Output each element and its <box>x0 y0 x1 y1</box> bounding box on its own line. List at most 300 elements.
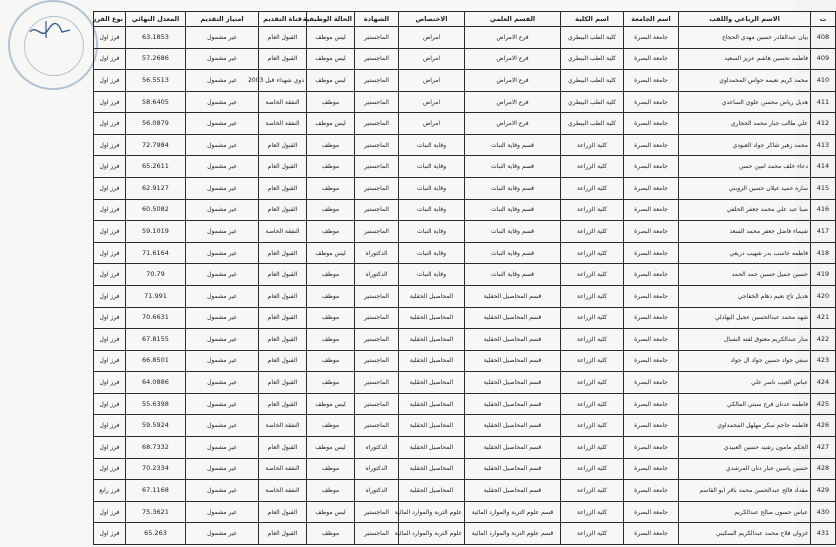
cell-sort-type: فرز اول <box>94 199 126 221</box>
cell-channel: القبول العام <box>259 285 307 307</box>
cell-department: فرع الامراض <box>465 27 561 49</box>
table-row <box>94 48 836 70</box>
cell-department: قسم وقاية النبات <box>465 242 561 264</box>
table-row <box>94 436 836 458</box>
cell-department: قسم المحاصيل الحقلية <box>465 480 561 502</box>
cell-specialization: المحاصيل الحقلية <box>399 307 465 329</box>
cell-seq: 416 <box>811 199 836 221</box>
header-name: الاسم الرباعي واللقب <box>679 12 811 27</box>
cell-channel: القبول العام <box>259 501 307 523</box>
cell-department: قسم المحاصيل الحقلية <box>465 307 561 329</box>
cell-channel: النفقة الخاصة <box>259 480 307 502</box>
cell-privilege: غير مشمول <box>186 372 259 394</box>
cell-college: كلية الزراعة <box>561 199 624 221</box>
cell-department: قسم علوم التربة والموارد المائية <box>465 523 561 545</box>
cell-specialization: امراض <box>399 113 465 135</box>
cell-privilege: غير مشمول <box>186 27 259 49</box>
cell-department: قسم وقاية النبات <box>465 199 561 221</box>
cell-sort-type: فرز اول <box>94 27 126 49</box>
admissions-table <box>93 11 836 545</box>
cell-department: قسم وقاية النبات <box>465 221 561 243</box>
header-final-average: المعدل النهائي <box>126 12 186 27</box>
cell-job-status: ليس موظف <box>307 113 355 135</box>
cell-final-average: 72.7984 <box>126 134 186 156</box>
cell-specialization: المحاصيل الحقلية <box>399 329 465 351</box>
cell-sort-type: فرز اول <box>94 523 126 545</box>
cell-department: فرع الامراض <box>465 113 561 135</box>
cell-specialization: وقاية النبات <box>399 156 465 178</box>
cell-university: جامعة البصرة <box>624 329 679 351</box>
cell-seq: 415 <box>811 178 836 200</box>
cell-sort-type: فرز اول <box>94 285 126 307</box>
header-job-status: الحالة الوظيفية <box>307 12 355 27</box>
cell-channel: القبول العام <box>259 307 307 329</box>
cell-seq: 423 <box>811 350 836 372</box>
cell-degree: الدكتوراه <box>355 436 399 458</box>
cell-privilege: غير مشمول <box>186 350 259 372</box>
cell-name: شهد محمد عبدالحسين عجيل البهادلي <box>679 307 811 329</box>
cell-job-status: موظف <box>307 307 355 329</box>
cell-college: كلية الزراعة <box>561 134 624 156</box>
cell-degree: الدكتوراه <box>355 242 399 264</box>
cell-college: كلية الطب البيطري <box>561 48 624 70</box>
cell-college: كلية الزراعة <box>561 393 624 415</box>
cell-final-average: 67.8155 <box>126 329 186 351</box>
cell-college: كلية الطب البيطري <box>561 70 624 92</box>
cell-college: كلية الزراعة <box>561 458 624 480</box>
table-row <box>94 523 836 545</box>
header-privilege: امتياز التقديم <box>186 12 259 27</box>
cell-name: حسين ياسين جبار دنان المرشدي <box>679 458 811 480</box>
cell-degree: الماجستير <box>355 156 399 178</box>
table-row <box>94 113 836 135</box>
cell-degree: الماجستير <box>355 372 399 394</box>
cell-department: فرع الامراض <box>465 70 561 92</box>
cell-privilege: غير مشمول <box>186 113 259 135</box>
cell-sort-type: فرز رابع <box>94 480 126 502</box>
cell-job-status: موظف <box>307 221 355 243</box>
cell-university: جامعة البصرة <box>624 372 679 394</box>
cell-seq: 412 <box>811 113 836 135</box>
cell-department: قسم المحاصيل الحقلية <box>465 415 561 437</box>
cell-specialization: علوم التربة والموارد المائية <box>399 523 465 545</box>
cell-university: جامعة البصرة <box>624 48 679 70</box>
cell-final-average: 58.6405 <box>126 91 186 113</box>
cell-department: قسم المحاصيل الحقلية <box>465 350 561 372</box>
cell-specialization: المحاصيل الحقلية <box>399 415 465 437</box>
cell-degree: الماجستير <box>355 329 399 351</box>
cell-final-average: 56.0879 <box>126 113 186 135</box>
cell-privilege: غير مشمول <box>186 199 259 221</box>
cell-seq: 421 <box>811 307 836 329</box>
table-body <box>94 27 836 545</box>
cell-specialization: المحاصيل الحقلية <box>399 393 465 415</box>
cell-job-status: ليس موظف <box>307 393 355 415</box>
cell-university: جامعة البصرة <box>624 134 679 156</box>
cell-name: دعاء خلف محمد امين حسن <box>679 156 811 178</box>
cell-privilege: غير مشمول <box>186 156 259 178</box>
cell-channel: القبول العام <box>259 134 307 156</box>
cell-channel: القبول العام <box>259 523 307 545</box>
table-row <box>94 285 836 307</box>
cell-college: كلية الزراعة <box>561 221 624 243</box>
table-row <box>94 307 836 329</box>
cell-final-average: 71.991 <box>126 285 186 307</box>
cell-sort-type: فرز اول <box>94 436 126 458</box>
cell-university: جامعة البصرة <box>624 501 679 523</box>
table-row <box>94 156 836 178</box>
cell-privilege: غير مشمول <box>186 436 259 458</box>
cell-name: سفي جواد حسين جواد ال جواد <box>679 350 811 372</box>
cell-degree: الماجستير <box>355 199 399 221</box>
cell-job-status: موظف <box>307 372 355 394</box>
cell-privilege: غير مشمول <box>186 458 259 480</box>
table-row <box>94 70 836 92</box>
table-row <box>94 372 836 394</box>
cell-job-status: موظف <box>307 285 355 307</box>
cell-sort-type: فرز اول <box>94 415 126 437</box>
cell-degree: الماجستير <box>355 91 399 113</box>
header-university: اسم الجامعة <box>624 12 679 27</box>
cell-seq: 420 <box>811 285 836 307</box>
cell-channel: النفقة الخاصة <box>259 415 307 437</box>
table-row <box>94 329 836 351</box>
cell-channel: القبول العام <box>259 350 307 372</box>
cell-final-average: 56.5513 <box>126 70 186 92</box>
cell-department: فرع الامراض <box>465 91 561 113</box>
cell-job-status: موظف <box>307 523 355 545</box>
cell-college: كلية الطب البيطري <box>561 113 624 135</box>
cell-seq: 409 <box>811 48 836 70</box>
cell-privilege: غير مشمول <box>186 285 259 307</box>
cell-college: كلية الزراعة <box>561 372 624 394</box>
header-department: القسم العلمي <box>465 12 561 27</box>
cell-sort-type: فرز اول <box>94 242 126 264</box>
cell-college: كلية الزراعة <box>561 501 624 523</box>
cell-job-status: موظف <box>307 264 355 286</box>
cell-seq: 419 <box>811 264 836 286</box>
cell-university: جامعة البصرة <box>624 27 679 49</box>
cell-name: هديل رياض محسن علوي الساعدي <box>679 91 811 113</box>
cell-channel: القبول العام <box>259 178 307 200</box>
cell-sort-type: فرز اول <box>94 221 126 243</box>
cell-specialization: المحاصيل الحقلية <box>399 372 465 394</box>
cell-final-average: 59.5924 <box>126 415 186 437</box>
cell-privilege: غير مشمول <box>186 242 259 264</box>
cell-privilege: غير مشمول <box>186 48 259 70</box>
cell-channel: القبول العام <box>259 436 307 458</box>
cell-specialization: وقاية النبات <box>399 178 465 200</box>
cell-seq: 410 <box>811 70 836 92</box>
cell-college: كلية الزراعة <box>561 329 624 351</box>
cell-college: كلية الطب البيطري <box>561 91 624 113</box>
cell-final-average: 60.5082 <box>126 199 186 221</box>
cell-department: قسم المحاصيل الحقلية <box>465 372 561 394</box>
table-row <box>94 199 836 221</box>
cell-degree: الماجستير <box>355 523 399 545</box>
cell-seq: 431 <box>811 523 836 545</box>
cell-degree: الدكتوراه <box>355 264 399 286</box>
cell-department: قسم المحاصيل الحقلية <box>465 393 561 415</box>
cell-channel: القبول العام <box>259 329 307 351</box>
cell-college: كلية الزراعة <box>561 480 624 502</box>
cell-final-average: 75.3621 <box>126 501 186 523</box>
cell-university: جامعة البصرة <box>624 264 679 286</box>
cell-channel: النفقة الخاصة <box>259 458 307 480</box>
cell-privilege: غير مشمول <box>186 393 259 415</box>
cell-privilege: غير مشمول <box>186 329 259 351</box>
cell-channel: القبول العام <box>259 27 307 49</box>
cell-sort-type: فرز اول <box>94 501 126 523</box>
table-row <box>94 264 836 286</box>
cell-seq: 425 <box>811 393 836 415</box>
cell-college: كلية الزراعة <box>561 350 624 372</box>
header-sort-type: نوع الفرز <box>94 12 126 27</box>
cell-privilege: غير مشمول <box>186 480 259 502</box>
cell-final-average: 71.6164 <box>126 242 186 264</box>
cell-channel: القبول العام <box>259 242 307 264</box>
cell-degree: الماجستير <box>355 27 399 49</box>
cell-seq: 418 <box>811 242 836 264</box>
cell-specialization: امراض <box>399 91 465 113</box>
cell-job-status: ليس موظف <box>307 70 355 92</box>
cell-final-average: 64.0886 <box>126 372 186 394</box>
cell-final-average: 66.8501 <box>126 350 186 372</box>
cell-sort-type: فرز اول <box>94 156 126 178</box>
cell-specialization: المحاصيل الحقلية <box>399 350 465 372</box>
table-row <box>94 415 836 437</box>
table-header-row <box>94 12 836 27</box>
cell-specialization: علوم التربة والموارد المائية <box>399 501 465 523</box>
cell-department: قسم وقاية النبات <box>465 264 561 286</box>
cell-department: قسم وقاية النبات <box>465 156 561 178</box>
cell-job-status: موظف <box>307 415 355 437</box>
cell-job-status: ليس موظف <box>307 27 355 49</box>
cell-degree: الماجستير <box>355 48 399 70</box>
cell-department: قسم علوم التربة والموارد المائية <box>465 501 561 523</box>
cell-university: جامعة البصرة <box>624 91 679 113</box>
cell-department: فرع الامراض <box>465 48 561 70</box>
cell-channel: النفقة الخاصة <box>259 91 307 113</box>
cell-final-average: 70.2334 <box>126 458 186 480</box>
cell-seq: 427 <box>811 436 836 458</box>
header-seq: ت <box>811 12 836 27</box>
cell-degree: الماجستير <box>355 350 399 372</box>
cell-seq: 414 <box>811 156 836 178</box>
cell-name: الحكم مامون رشيد حسين العبيدي <box>679 436 811 458</box>
cell-college: كلية الزراعة <box>561 178 624 200</box>
cell-department: قسم المحاصيل الحقلية <box>465 436 561 458</box>
cell-department: قسم المحاصيل الحقلية <box>465 458 561 480</box>
cell-sort-type: فرز اول <box>94 70 126 92</box>
cell-job-status: موظف <box>307 199 355 221</box>
cell-specialization: وقاية النبات <box>399 199 465 221</box>
cell-specialization: امراض <box>399 48 465 70</box>
cell-job-status: موظف <box>307 156 355 178</box>
cell-college: كلية الزراعة <box>561 156 624 178</box>
cell-job-status: موظف <box>307 480 355 502</box>
cell-channel: النفقة الخاصة <box>259 221 307 243</box>
cell-sort-type: فرز اول <box>94 178 126 200</box>
cell-final-average: 67.1168 <box>126 480 186 502</box>
cell-name: منار عبدالكريم معتوق لفته الشبال <box>679 329 811 351</box>
cell-degree: الماجستير <box>355 221 399 243</box>
cell-name: بيان عبدالقادر حسين مهدي الحجاج <box>679 27 811 49</box>
cell-seq: 422 <box>811 329 836 351</box>
cell-college: كلية الزراعة <box>561 415 624 437</box>
cell-department: قسم المحاصيل الحقلية <box>465 329 561 351</box>
cell-university: جامعة البصرة <box>624 480 679 502</box>
cell-university: جامعة البصرة <box>624 242 679 264</box>
cell-degree: الماجستير <box>355 178 399 200</box>
table-row <box>94 393 836 415</box>
cell-college: كلية الزراعة <box>561 242 624 264</box>
cell-name: علي طالب جبار محمد الحجاري <box>679 113 811 135</box>
cell-degree: الدكتوراه <box>355 458 399 480</box>
cell-sort-type: فرز اول <box>94 350 126 372</box>
cell-sort-type: فرز اول <box>94 307 126 329</box>
cell-specialization: وقاية النبات <box>399 264 465 286</box>
table-row <box>94 350 836 372</box>
cell-channel: القبول العام <box>259 372 307 394</box>
cell-name: فاطمه جاسب بدر شهيب دريعي <box>679 242 811 264</box>
cell-job-status: موظف <box>307 350 355 372</box>
cell-seq: 428 <box>811 458 836 480</box>
handwritten-signature <box>28 18 72 44</box>
cell-university: جامعة البصرة <box>624 70 679 92</box>
cell-name: شيماء فاضل جعفر محمد السعد <box>679 221 811 243</box>
cell-seq: 424 <box>811 372 836 394</box>
cell-department: قسم المحاصيل الحقلية <box>465 285 561 307</box>
cell-specialization: امراض <box>399 27 465 49</box>
cell-degree: الماجستير <box>355 393 399 415</box>
cell-seq: 426 <box>811 415 836 437</box>
cell-degree: الماجستير <box>355 307 399 329</box>
cell-job-status: موظف <box>307 329 355 351</box>
table-row <box>94 480 836 502</box>
table-row <box>94 178 836 200</box>
cell-name: هديل تاج نعيم دهام الخفاجي <box>679 285 811 307</box>
cell-name: غزوان فلاح محمد عبدالكريم السكيني <box>679 523 811 545</box>
cell-privilege: غير مشمول <box>186 523 259 545</box>
cell-degree: الماجستير <box>355 134 399 156</box>
header-college: اسم الكلية <box>561 12 624 27</box>
cell-college: كلية الزراعة <box>561 436 624 458</box>
cell-channel: القبول العام <box>259 48 307 70</box>
cell-sort-type: فرز اول <box>94 91 126 113</box>
cell-sort-type: فرز اول <box>94 113 126 135</box>
cell-job-status: موظف <box>307 91 355 113</box>
header-degree: الشهادة <box>355 12 399 27</box>
cell-university: جامعة البصرة <box>624 113 679 135</box>
cell-degree: الماجستير <box>355 501 399 523</box>
cell-college: كلية الزراعة <box>561 523 624 545</box>
cell-university: جامعة البصرة <box>624 393 679 415</box>
cell-seq: 429 <box>811 480 836 502</box>
cell-university: جامعة البصرة <box>624 415 679 437</box>
cell-final-average: 70.6631 <box>126 307 186 329</box>
cell-specialization: امراض <box>399 70 465 92</box>
cell-job-status: موظف <box>307 178 355 200</box>
table-row <box>94 501 836 523</box>
cell-university: جامعة البصرة <box>624 523 679 545</box>
cell-university: جامعة البصرة <box>624 350 679 372</box>
cell-sort-type: فرز اول <box>94 329 126 351</box>
cell-privilege: غير مشمول <box>186 501 259 523</box>
cell-name: ساره حميد غيلان حسين الزوبني <box>679 178 811 200</box>
cell-name: فاطمه تحسين هاشم عزيز السعيد <box>679 48 811 70</box>
table-row <box>94 221 836 243</box>
cell-job-status: ليس موظف <box>307 436 355 458</box>
cell-name: صبا عبد علي محمد جعفر الحلفي <box>679 199 811 221</box>
cell-job-status: ليس موظف <box>307 242 355 264</box>
cell-college: كلية الزراعة <box>561 264 624 286</box>
cell-sort-type: فرز اول <box>94 393 126 415</box>
cell-privilege: غير مشمول <box>186 178 259 200</box>
cell-channel: ذوي شهداء قبل 2003 <box>259 70 307 92</box>
cell-job-status: موظف <box>307 458 355 480</box>
cell-name: عباس حسون صالح عبدالكريم <box>679 501 811 523</box>
cell-specialization: وقاية النبات <box>399 221 465 243</box>
cell-final-average: 57.2686 <box>126 48 186 70</box>
cell-seq: 430 <box>811 501 836 523</box>
cell-channel: القبول العام <box>259 393 307 415</box>
cell-channel: القبول العام <box>259 156 307 178</box>
cell-degree: الدكتوراه <box>355 480 399 502</box>
cell-degree: الماجستير <box>355 70 399 92</box>
cell-job-status: موظف <box>307 134 355 156</box>
cell-privilege: غير مشمول <box>186 264 259 286</box>
header-channel: قناة التقديم <box>259 12 307 27</box>
cell-university: جامعة البصرة <box>624 285 679 307</box>
cell-privilege: غير مشمول <box>186 415 259 437</box>
cell-channel: القبول العام <box>259 199 307 221</box>
cell-degree: الماجستير <box>355 113 399 135</box>
cell-final-average: 65.263 <box>126 523 186 545</box>
cell-university: جامعة البصرة <box>624 458 679 480</box>
cell-name: فاطمه حاجم سكر مهلهل المحمداوي <box>679 415 811 437</box>
cell-specialization: المحاصيل الحقلية <box>399 458 465 480</box>
cell-specialization: المحاصيل الحقلية <box>399 285 465 307</box>
cell-privilege: غير مشمول <box>186 307 259 329</box>
cell-sort-type: فرز اول <box>94 134 126 156</box>
cell-final-average: 65.2611 <box>126 156 186 178</box>
cell-final-average: 59.1019 <box>126 221 186 243</box>
cell-job-status: ليس موظف <box>307 501 355 523</box>
cell-department: قسم وقاية النبات <box>465 178 561 200</box>
cell-name: مقداد فالح عبدالحسن محمد باقر ابو القاسم <box>679 480 811 502</box>
cell-name: حسين جميل حسين حمد الحمد <box>679 264 811 286</box>
cell-university: جامعة البصرة <box>624 436 679 458</box>
cell-privilege: غير مشمول <box>186 91 259 113</box>
cell-college: كلية الزراعة <box>561 285 624 307</box>
cell-final-average: 55.6398 <box>126 393 186 415</box>
cell-university: جامعة البصرة <box>624 307 679 329</box>
cell-specialization: المحاصيل الحقلية <box>399 436 465 458</box>
table-row <box>94 91 836 113</box>
cell-final-average: 63.1853 <box>126 27 186 49</box>
cell-name: محمد زهير شاكر جواد العبودي <box>679 134 811 156</box>
cell-privilege: غير مشمول <box>186 221 259 243</box>
cell-degree: الماجستير <box>355 415 399 437</box>
cell-seq: 408 <box>811 27 836 49</box>
cell-university: جامعة البصرة <box>624 221 679 243</box>
cell-channel: القبول العام <box>259 264 307 286</box>
cell-seq: 413 <box>811 134 836 156</box>
cell-name: فاطمه عدنان فرج سبتي المالكي <box>679 393 811 415</box>
cell-channel: النفقة الخاصة <box>259 113 307 135</box>
cell-specialization: وقاية النبات <box>399 242 465 264</box>
